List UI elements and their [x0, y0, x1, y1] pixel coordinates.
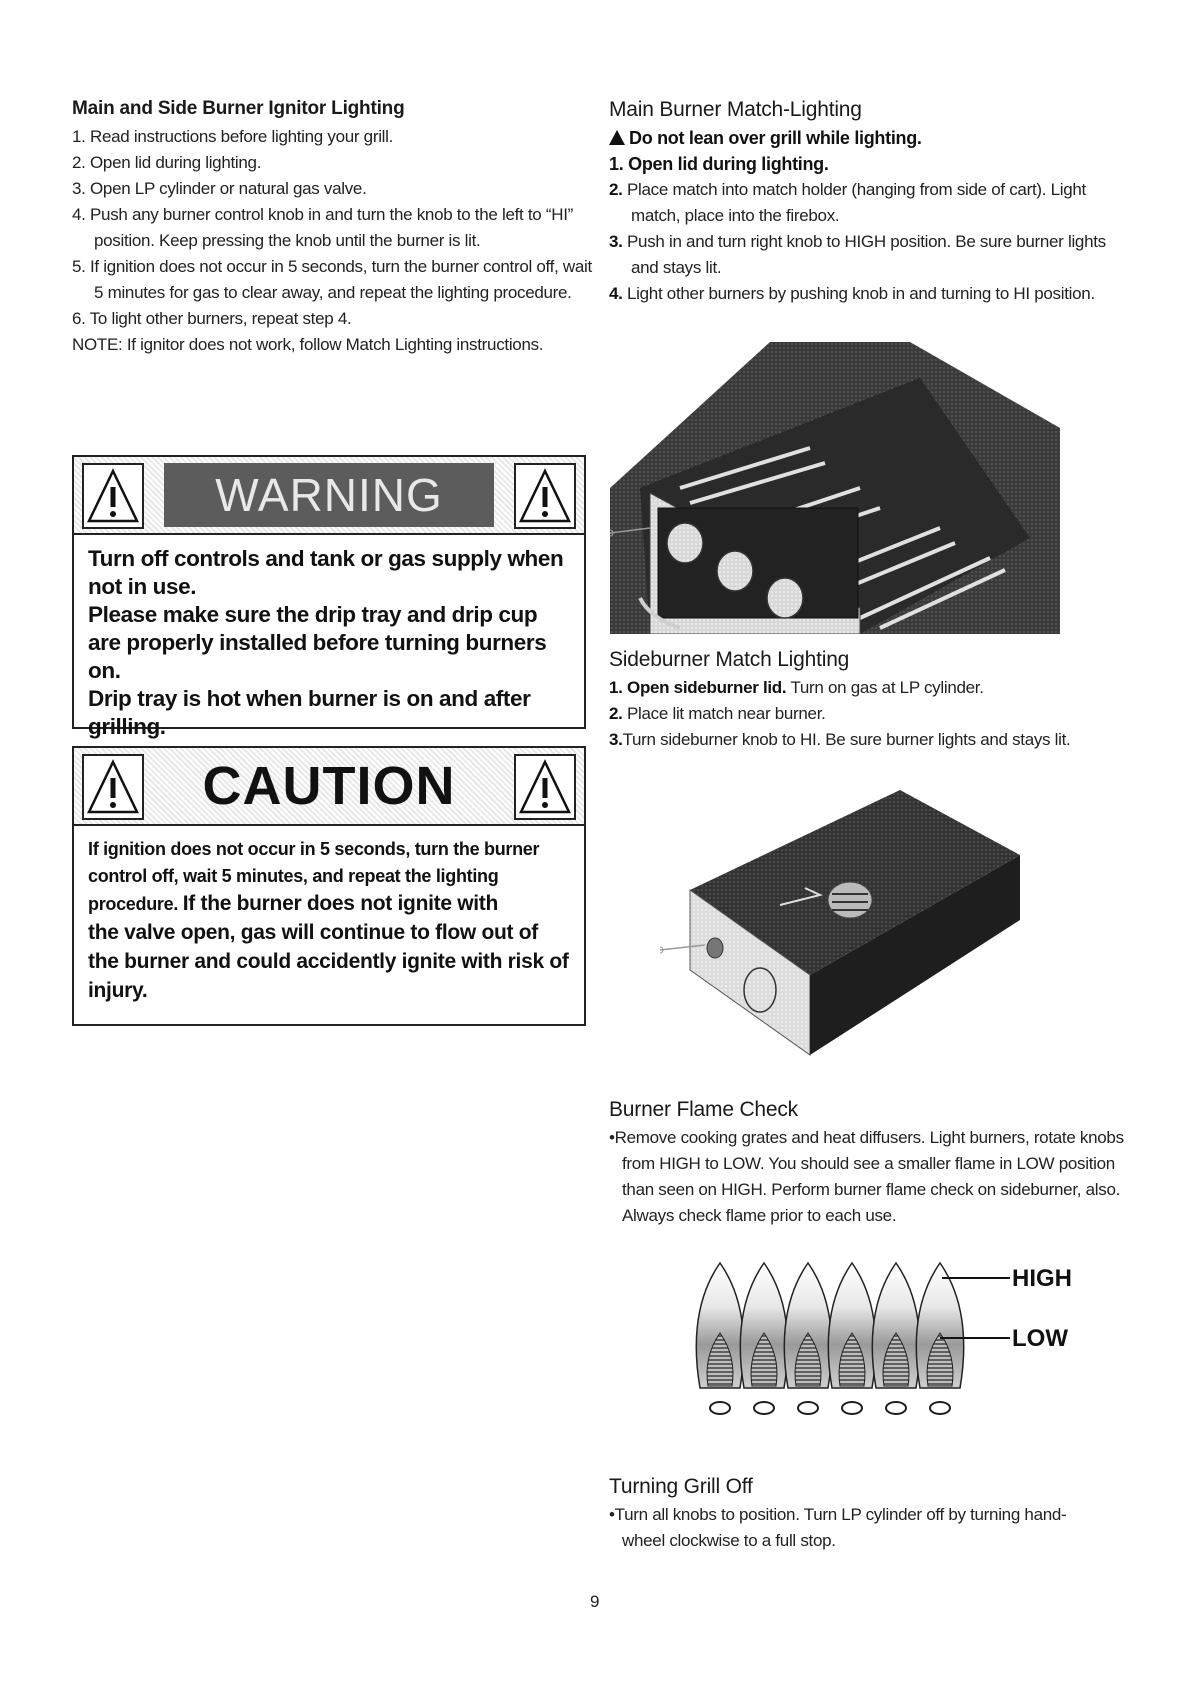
list-item: 5. If ignition does not occur in 5 seconds, turn the burner control off, wait 5 minutes for gas to clear away, and repeat the lighting procedure.	[72, 257, 592, 302]
ignitor-steps	[72, 124, 592, 358]
sideburner-heading: Sideburner Match Lighting	[609, 648, 850, 671]
warning-line: Turn off controls and tank or gas supply when not in use.	[88, 546, 564, 599]
list-item: 3. Open LP cylinder or natural gas valve.	[72, 179, 367, 198]
sideburner-steps	[609, 675, 1129, 753]
warning-triangle-icon	[82, 463, 144, 529]
flame-label-high: HIGH	[1012, 1265, 1072, 1292]
match-lighting-section	[609, 98, 1129, 307]
caution-triangle-icon	[514, 754, 576, 820]
burner-port-icon	[754, 1402, 774, 1414]
page-number: 9	[590, 1592, 600, 1611]
turning-off-section	[609, 1475, 1129, 1554]
warning-triangle-icon	[514, 463, 576, 529]
caution-panel	[72, 746, 586, 1026]
list-item: 2. Place match into match holder (hanging from side of cart). Light match, place into the firebox.	[609, 180, 1086, 225]
list-item: 4. Light other burners by pushing knob in and turning to HI position.	[609, 284, 1095, 303]
warning-body	[88, 545, 572, 769]
grill-illustration	[610, 338, 1060, 634]
caution-title: CAUTION	[202, 756, 456, 816]
burner-port-icon	[930, 1402, 950, 1414]
caution-header-bar	[74, 748, 584, 826]
list-item: 3.Turn sideburner knob to HI. Be sure burner lights and stays lit.	[609, 730, 1071, 749]
caution-text: If ignition does not occur in 5 seconds, turn the burner control off, wait 5 minutes, and repeat the lighting procedure.	[88, 839, 540, 914]
list-item: 2. Place lit match near burner.	[609, 704, 826, 723]
flame-check-section	[609, 1098, 1129, 1229]
ignitor-note: NOTE: If ignitor does not work, follow Match Lighting instructions.	[72, 335, 544, 354]
warning-triangle-icon	[609, 130, 625, 145]
flame-shapes	[696, 1263, 963, 1414]
match-lighting-heading: Main Burner Match-Lighting	[609, 98, 862, 121]
sideburner-illustration	[660, 780, 1030, 1060]
burner-port-icon	[710, 1402, 730, 1414]
flame-label-low: LOW	[1012, 1325, 1068, 1352]
list-item: Do not lean over grill while lighting.	[609, 125, 1129, 151]
turning-off-text: •Turn all knobs to position. Turn LP cylinder off by turning hand-wheel clockwise to a full stop.	[609, 1505, 1067, 1550]
list-item: 1. Open lid during lighting.	[609, 154, 829, 174]
list-item: 1. Open sideburner lid. Turn on gas at LP cylinder.	[609, 678, 984, 697]
warning-line: Drip tray is hot when burner is on and after grilling.	[88, 686, 531, 739]
caution-text: the valve open, gas will continue to flow out of the burner and could accidently ignite with risk of injury.	[88, 921, 569, 1002]
ignitor-heading: Main and Side Burner Ignitor Lighting	[72, 98, 405, 119]
list-item: 6. To light other burners, repeat step 4.	[72, 309, 352, 328]
sideburner-section	[609, 648, 1129, 753]
caution-body	[88, 836, 572, 1005]
ignitor-lighting-section	[72, 98, 592, 358]
warning-header-bar	[74, 457, 584, 535]
caution-text: If the burner does not ignite with	[182, 892, 499, 915]
warning-panel	[72, 455, 586, 739]
flame-check-text: •Remove cooking grates and heat diffusers. Light burners, rotate knobs from HIGH to LOW. You should see a smaller flame in LOW position than seen on HIGH. Perform burner flame check on sideburner, also. Always check flame prior to each use.	[609, 1128, 1124, 1225]
flame-check-heading: Burner Flame Check	[609, 1098, 798, 1121]
turning-off-heading: Turning Grill Off	[609, 1475, 753, 1498]
caution-triangle-icon	[82, 754, 144, 820]
burner-port-icon	[798, 1402, 818, 1414]
list-item: 3. Push in and turn right knob to HIGH position. Be sure burner lights and stays lit.	[609, 232, 1106, 277]
warning-line: Please make sure the drip tray and drip cup are properly installed before turning burners on.	[88, 602, 547, 683]
list-item: 4. Push any burner control knob in and turn the knob to the left to “HI” position. Keep pressing the knob until the burner is lit.	[72, 205, 573, 250]
warning-title: WARNING	[164, 463, 494, 527]
match-lighting-steps	[609, 125, 1129, 307]
burner-port-icon	[842, 1402, 862, 1414]
list-item: 2. Open lid during lighting.	[72, 153, 262, 172]
burner-port-icon	[886, 1402, 906, 1414]
list-item: 1. Read instructions before lighting your grill.	[72, 127, 394, 146]
flame-diagram	[690, 1258, 1090, 1428]
